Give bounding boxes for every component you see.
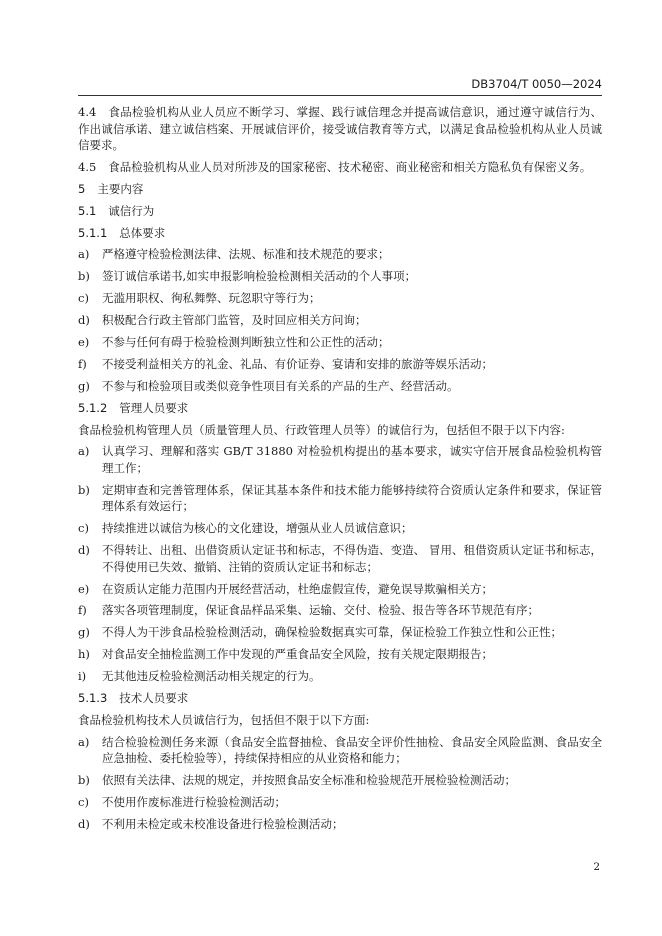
list-item (78, 772, 602, 789)
list-item-text: 落实各项管理制度，保证食品样品采集、运输、交付、检验、报告等各环节规范有序； (102, 603, 539, 618)
list-item (78, 816, 602, 833)
list-item (78, 312, 602, 329)
clause-text: 食品检验机构从业人员应不断学习、掌握、践行诚信理念并提高诚信意识，通过遵守诚信行为、作出诚信承诺、建立诚信档案、开展诚信评价，接受诚信教育等方式，以满足食品检验机构从业人员诚信要求。 (78, 105, 602, 152)
list-item (78, 624, 602, 641)
heading-text: 总体要求 (119, 225, 166, 240)
heading-number: 5.1 (78, 203, 97, 218)
list-item-text: 积极配合行政主管部门监管，及时回应相关方问询； (102, 313, 367, 328)
list-item-text: 不得人为干涉食品检验检测活动，确保检验数据真实可靠，保证检验工作独立性和公正性； (102, 625, 562, 640)
list-item-label: f) (78, 603, 87, 618)
list-item (78, 378, 602, 395)
list-item-label: a) (78, 734, 90, 749)
intro-paragraph: 食品检验机构管理人员（质量管理人员、行政管理人员等）的诚信行为，包括但不限于以下内容: (78, 422, 565, 437)
list-item-label: a) (78, 444, 90, 459)
list-item-label: c) (78, 795, 89, 810)
list-item-text: 在资质认定能力范围内开展经营活动，杜绝虚假宣传，避免误导欺骗相关方； (102, 581, 493, 596)
list-item-label: f) (78, 356, 87, 371)
list-item-text: 不得转让、出租、出借资质认定证书和标志，不得伪造、变造、 冒用、租借资质认定证书和标志，不得使用已失效、撤销、注销的资质认定证书和标志； (102, 543, 602, 574)
clause-text: 食品检验机构从业人员对所涉及的国家秘密、技术秘密、商业秘密和相关方隐私负有保密义务。 (108, 159, 592, 174)
heading-number: 5 (78, 181, 86, 196)
list-item-label: b) (78, 773, 90, 788)
list-item-text: 签订诚信承诺书,如实申报影响检验检测相关活动的个人事项； (102, 269, 417, 284)
list-item (78, 668, 602, 685)
list-item-text: 不利用未检定或未校准设备进行检验检测活动； (102, 816, 344, 831)
list-item-label: d) (78, 313, 90, 328)
page-header-code: DB3704/T 0050—2024 (471, 77, 602, 91)
list-item (78, 482, 602, 515)
list-item-label: c) (78, 291, 89, 306)
list-item-text: 不参与任何有碍于检验检测判断独立性和公正性的活动； (102, 335, 390, 350)
list-item-label: g) (78, 378, 90, 393)
list-item-text: 不接受利益相关方的礼金、礼品、有价证券、宴请和安排的旅游等娱乐活动； (102, 356, 493, 371)
list-item-text: 不参与和检验项目或类似竞争性项目有关系的产品的生产、经营活动。 (102, 378, 459, 393)
section-heading (78, 400, 602, 417)
list-item-label: e) (78, 335, 90, 350)
section-heading (78, 690, 602, 707)
heading-number: 5.1.2 (78, 400, 108, 415)
clause-number: 4.4 (78, 105, 97, 119)
heading-text: 管理人员要求 (119, 400, 189, 415)
list-item (78, 356, 602, 373)
list-item-text: 无滥用职权、徇私舞弊、玩忽职守等行为； (102, 291, 321, 306)
heading-number: 5.1.3 (78, 690, 108, 705)
list-item-label: b) (78, 269, 90, 284)
section-heading (78, 181, 602, 198)
clause-paragraph (78, 104, 602, 154)
list-item-label: e) (78, 581, 90, 596)
heading-text: 主要内容 (97, 181, 144, 196)
list-item-text: 定期审查和完善管理体系，保证其基本条件和技术能力能够持续符合资质认定条件和要求，保证管理体系有效运行； (102, 482, 602, 514)
list-item-text: 严格遵守检验检测法律、法规、标准和技术规范的要求； (102, 247, 390, 262)
list-item-label: c) (78, 521, 89, 536)
list-item (78, 290, 602, 307)
list-item (78, 246, 602, 263)
list-item-label: b) (78, 482, 90, 497)
list-item (78, 268, 602, 285)
list-item-label: i) (78, 669, 87, 684)
clause-paragraph (78, 159, 602, 176)
list-item (78, 646, 602, 663)
list-item-label: g) (78, 625, 90, 640)
list-item-text: 对食品安全抽检监测工作中发现的严重食品安全风险，按有关规定限期报告； (102, 647, 493, 662)
list-item (78, 734, 602, 767)
list-item-label: d) (78, 543, 90, 558)
list-item (78, 334, 602, 351)
list-item (78, 602, 602, 619)
page-number: 2 (593, 861, 600, 873)
heading-text: 技术人员要求 (119, 690, 189, 705)
list-item-text: 无其他违反检验检测活动相关规定的行为。 (102, 669, 321, 684)
list-item-text: 依照有关法律、法规的规定，并按照食品安全标准和检验规范开展检验检测活动； (102, 773, 516, 788)
list-item (78, 443, 602, 476)
heading-text: 诚信行为 (108, 203, 155, 218)
intro-paragraph: 食品检验机构技术人员诚信行为，包括但不限于以下方面: (78, 712, 370, 727)
list-item (78, 542, 602, 575)
list-item-label: d) (78, 816, 90, 831)
list-item (78, 794, 602, 811)
list-item-label: h) (78, 647, 90, 662)
list-item-text: 认真学习、理解和落实 GB/T 31880 对检验机构提出的基本要求，诚实守信开展食品检验机构管理工作； (102, 444, 602, 475)
header-divider (78, 95, 602, 96)
list-item (78, 581, 602, 598)
section-heading (78, 203, 602, 220)
list-item-label: a) (78, 247, 90, 262)
list-item-text: 持续推进以诚信为核心的文化建设，增强从业人员诚信意识； (102, 521, 413, 536)
list-item-text: 结合检验检测任务来源（食品安全监督抽检、食品安全评价性抽检、食品安全风险监测、食品安全应急抽检、委托检验等），持续保持相应的从业资格和能力； (102, 734, 602, 766)
document-body (78, 104, 602, 838)
heading-number: 5.1.1 (78, 225, 108, 240)
section-heading (78, 225, 602, 242)
list-item (78, 520, 602, 537)
clause-number: 4.5 (78, 159, 97, 174)
list-item-text: 不使用作废标准进行检验检测活动； (102, 795, 286, 810)
